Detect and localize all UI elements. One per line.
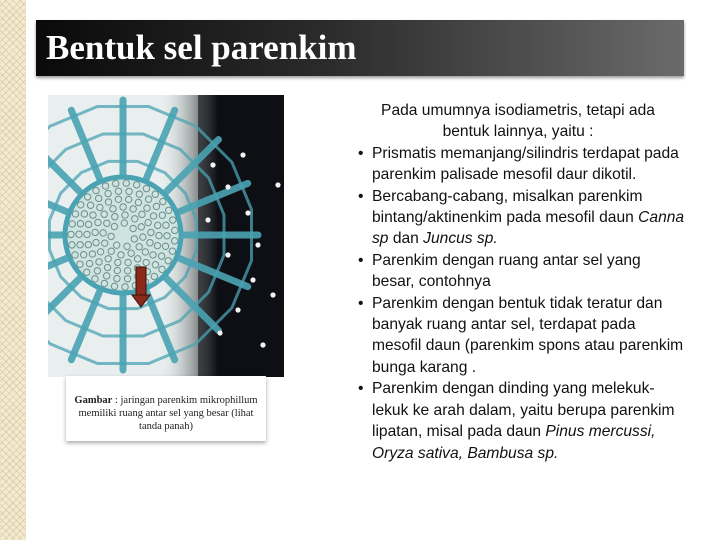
title-bar [36,20,684,76]
bullet-text: Parenkim dengan bentuk tidak teratur dan banyak ruang antar sel, terdapat pada mesofil daun (parenkim spons atau parenkim bunga karang . [372,294,684,376]
slide-title: Bentuk sel parenkim [46,28,357,67]
bullet-item-2 [356,186,686,250]
bullet-marker: • [358,144,364,162]
micrograph-image [48,95,284,377]
bullet-item-1 [356,143,686,186]
figure-caption-box [66,376,266,441]
bullet-text: Prismatis memanjang/silindris terdapat pada parenkim palisade mesofil daur dikotil. [372,144,679,184]
bullet-text: Parenkim dengan ruang antar sel yang besar, contohnya [372,251,641,291]
parenchyma-micrograph [48,95,284,377]
body-text [356,100,686,464]
caption-label: Gambar [74,395,113,406]
bullet-text: Parenkim dengan dinding yang melekuk-lekuk ke arah dalam, yaitu berupa parenkim lipatan, misal pada daun [372,380,675,441]
bullet-marker: • [358,380,364,398]
bullet-item-4 [356,293,686,379]
bullet-text: Bercabang-cabang, misalkan parenkim bintang/aktinenkim pada mesofil daun [372,187,643,227]
species-name: Juncus sp. [423,230,498,248]
bullet-text: dan [388,230,424,248]
bullet-item-3 [356,250,686,293]
bullet-marker: • [358,187,364,205]
intro-text: Pada umumnya isodiametris, tetapi ada bentuk lainnya, yaitu : [381,102,655,141]
bullet-marker: • [358,294,364,312]
decorative-side-strip [0,0,26,540]
bullet-item-5 [356,378,686,464]
figure-caption [72,394,260,433]
species-name: Pinus mercussi, Oryza sativa, Bambusa sp. [372,423,656,462]
bullet-marker: • [358,251,364,269]
caption-text: : jaringan parenkim mikrophillum memiliki ruang antar sel yang besar (lihat tanda panah) [78,395,258,432]
species-name: Canna sp [372,209,685,248]
